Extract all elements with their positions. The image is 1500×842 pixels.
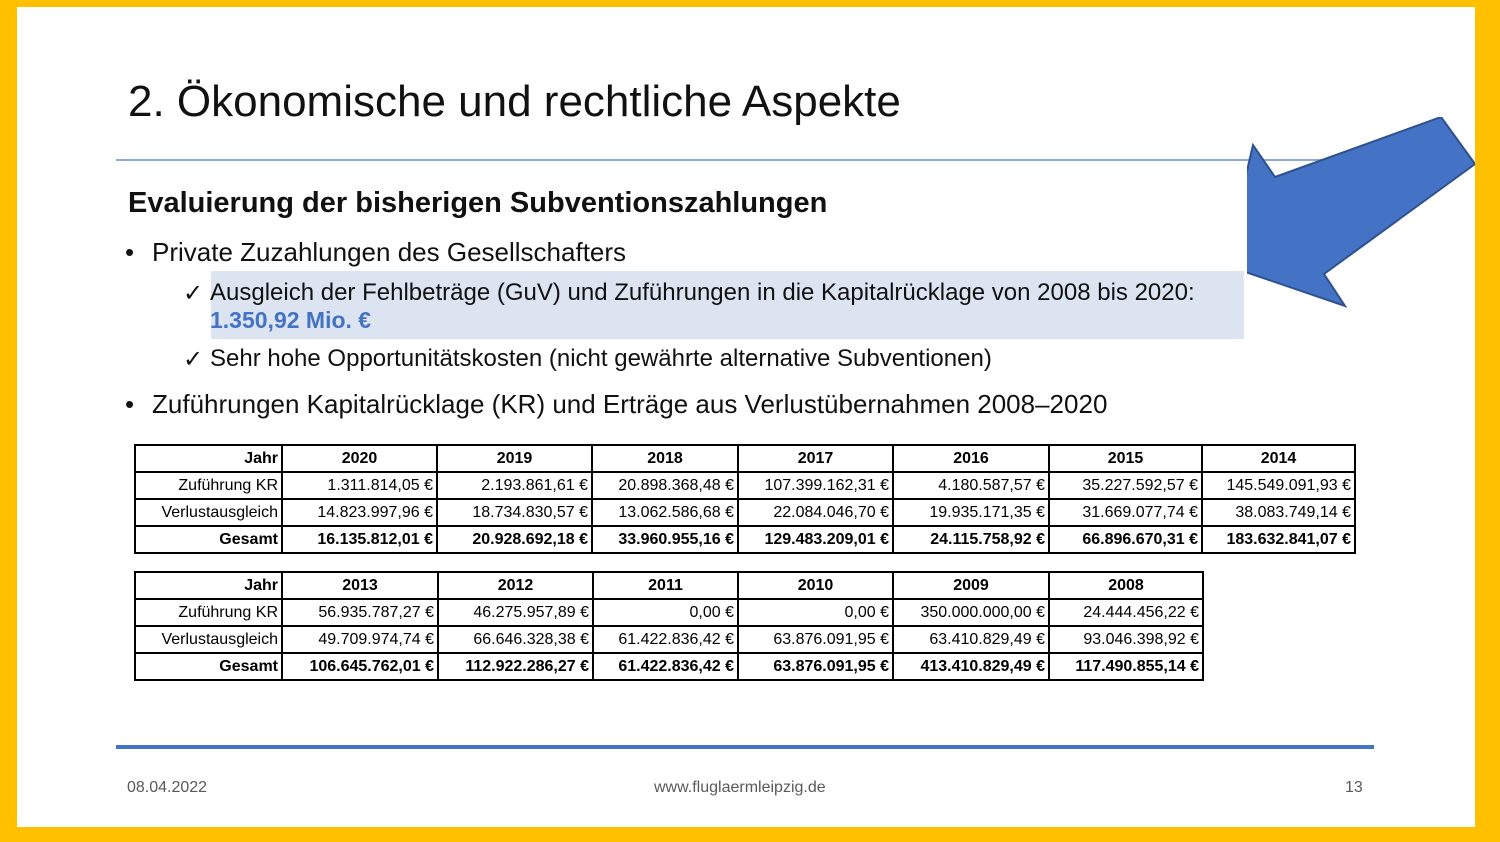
- slide: [17, 7, 1475, 827]
- year-header: 2018: [592, 445, 738, 472]
- table-cell: 0,00 €: [593, 599, 738, 626]
- table-row: [135, 472, 1355, 499]
- arrow-down-left-icon: [1247, 117, 1475, 317]
- check-item-deficit: [183, 279, 1195, 308]
- checkmark-icon: ✓: [183, 346, 204, 373]
- table-cell: 18.734.830,57 €: [437, 499, 592, 526]
- table-total-row: [135, 526, 1355, 553]
- year-header: 2009: [893, 572, 1049, 599]
- table-cell: 2.193.861,61 €: [437, 472, 592, 499]
- year-header: 2010: [738, 572, 893, 599]
- table-cell: 49.709.974,74 €: [282, 626, 438, 653]
- table-cell: 61.422.836,42 €: [593, 653, 738, 680]
- table-cell: 350.000.000,00 €: [893, 599, 1049, 626]
- table-cell: 93.046.398,92 €: [1049, 626, 1203, 653]
- check-item-opportunity-costs: [183, 345, 992, 374]
- bullet-text: Zuführungen Kapitalrücklage (KR) und Erträge aus Verlustübernahmen 2008–2020: [152, 389, 1108, 419]
- year-header: 2014: [1202, 445, 1355, 472]
- table-cell: 56.935.787,27 €: [282, 599, 438, 626]
- table-cell: 24.115.758,92 €: [893, 526, 1049, 553]
- table-cell: 20.928.692,18 €: [437, 526, 592, 553]
- header-label: Jahr: [135, 445, 282, 472]
- row-label: Verlustausgleich: [135, 626, 282, 653]
- row-label: Zuführung KR: [135, 599, 282, 626]
- page-number: 13: [1345, 779, 1363, 796]
- table-cell: 66.896.670,31 €: [1049, 526, 1202, 553]
- header-label: Jahr: [135, 572, 282, 599]
- table-cell: 35.227.592,57 €: [1049, 472, 1202, 499]
- table-row: [135, 599, 1203, 626]
- table-cell: 46.275.957,89 €: [438, 599, 593, 626]
- table-cell: 413.410.829,49 €: [893, 653, 1049, 680]
- title-divider: [116, 159, 1374, 161]
- table-cell: 63.876.091,95 €: [738, 626, 893, 653]
- table-cell: 19.935.171,35 €: [893, 499, 1049, 526]
- checkmark-icon: ✓: [183, 280, 204, 307]
- table-header-row: [135, 445, 1355, 472]
- total-amount: 1.350,92 Mio. €: [210, 307, 372, 333]
- table-cell: 38.083.749,14 €: [1202, 499, 1355, 526]
- table-cell: 117.490.855,14 €: [1049, 653, 1203, 680]
- table-row: [135, 499, 1355, 526]
- row-label: Gesamt: [135, 526, 282, 553]
- table-cell: 31.669.077,74 €: [1049, 499, 1202, 526]
- table-cell: 4.180.587,57 €: [893, 472, 1049, 499]
- year-header: 2020: [282, 445, 437, 472]
- table-header-row: [135, 572, 1203, 599]
- check-text: Ausgleich der Fehlbeträge (GuV) und Zuführungen in die Kapitalrücklage von 2008 bis 2020:: [210, 279, 1195, 306]
- table-cell: 16.135.812,01 €: [282, 526, 437, 553]
- bullet-text: Private Zuzahlungen des Gesellschafters: [152, 237, 627, 267]
- table-cell: 61.422.836,42 €: [593, 626, 738, 653]
- table-cell: 107.399.162,31 €: [738, 472, 893, 499]
- subsidy-table-2008-2013: [134, 571, 1204, 681]
- year-header: 2019: [437, 445, 592, 472]
- table-cell: 33.960.955,16 €: [592, 526, 738, 553]
- year-header: 2012: [438, 572, 593, 599]
- table-row: [135, 626, 1203, 653]
- year-header: 2011: [593, 572, 738, 599]
- slide-subtitle: Evaluierung der bisherigen Subventionszahlungen: [128, 187, 828, 219]
- table-cell: 66.646.328,38 €: [438, 626, 593, 653]
- bullet-icon: •: [125, 237, 135, 267]
- table-cell: 13.062.586,68 €: [592, 499, 738, 526]
- table-cell: 183.632.841,07 €: [1202, 526, 1355, 553]
- table-cell: 22.084.046,70 €: [738, 499, 893, 526]
- footer-url: www.fluglaermleipzig.de: [654, 779, 826, 796]
- table-cell: 112.922.286,27 €: [438, 653, 593, 680]
- table-cell: 63.410.829,49 €: [893, 626, 1049, 653]
- table-cell: 1.311.814,05 €: [282, 472, 437, 499]
- row-label: Verlustausgleich: [135, 499, 282, 526]
- check-text: Sehr hohe Opportunitätskosten (nicht gewährte alternative Subventionen): [210, 345, 992, 372]
- table-cell: 129.483.209,01 €: [738, 526, 893, 553]
- table-cell: 20.898.368,48 €: [592, 472, 738, 499]
- table-total-row: [135, 653, 1203, 680]
- year-header: 2017: [738, 445, 893, 472]
- row-label: Gesamt: [135, 653, 282, 680]
- subsidy-table-2014-2020: [134, 444, 1356, 554]
- bullet-icon: •: [125, 389, 135, 419]
- year-header: 2015: [1049, 445, 1202, 472]
- table-cell: 63.876.091,95 €: [738, 653, 893, 680]
- slide-title: 2. Ökonomische und rechtliche Aspekte: [128, 77, 901, 126]
- footer-date: 08.04.2022: [127, 779, 208, 796]
- table-cell: 24.444.456,22 €: [1049, 599, 1203, 626]
- table-cell: 0,00 €: [738, 599, 893, 626]
- footer-divider: [116, 745, 1374, 749]
- table-cell: 145.549.091,93 €: [1202, 472, 1355, 499]
- table-cell: 106.645.762,01 €: [282, 653, 438, 680]
- row-label: Zuführung KR: [135, 472, 282, 499]
- table-cell: 14.823.997,96 €: [282, 499, 437, 526]
- year-header: 2016: [893, 445, 1049, 472]
- year-header: 2013: [282, 572, 438, 599]
- year-header: 2008: [1049, 572, 1203, 599]
